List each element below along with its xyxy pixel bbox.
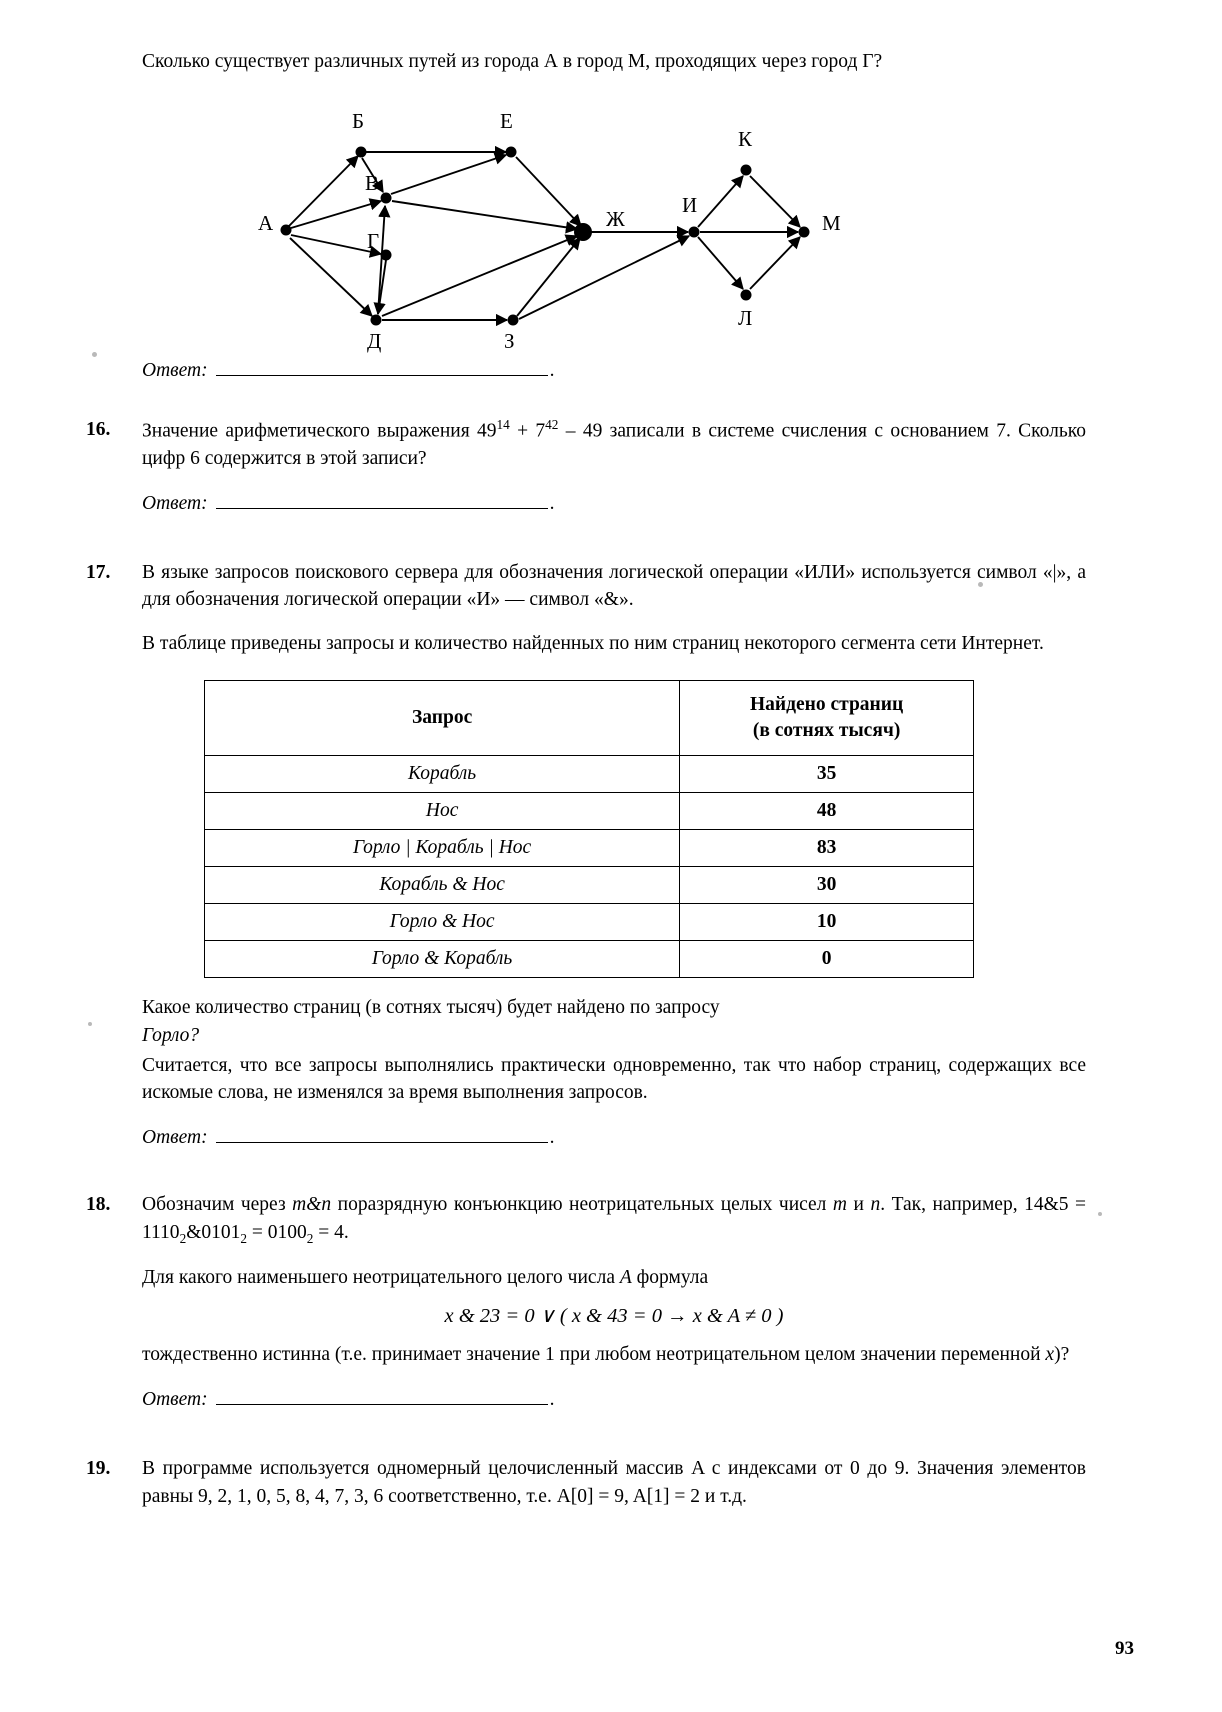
page-number: 93	[1115, 1638, 1134, 1659]
table-cell-value: 0	[680, 941, 974, 978]
task-18-sub1: 2	[179, 1230, 187, 1246]
table-cell-query: Нос	[205, 793, 680, 830]
task-18-p1g: = 0100	[246, 1221, 307, 1243]
task-18-mn: m&n	[292, 1194, 332, 1215]
graph-nodes	[281, 146, 810, 325]
page-speck	[1098, 1212, 1102, 1216]
table-row	[205, 904, 974, 941]
answer-blank[interactable]	[216, 1389, 548, 1405]
task-18-p3b: )?	[1054, 1344, 1070, 1366]
node-label-L: Л	[738, 305, 753, 330]
question-15-text: Сколько существует различных путей из города А в город М, проходящих через город Г?	[142, 51, 883, 72]
table-header-query: Запрос	[205, 680, 680, 756]
table-cell-query: Корабль	[205, 756, 680, 793]
node-label-K: К	[738, 126, 753, 151]
table-row	[205, 941, 974, 978]
answer-label: Ответ:	[142, 492, 208, 514]
answer-period: .	[549, 492, 555, 514]
task-18-p1c: и	[847, 1194, 871, 1215]
task-17-para3: Какое количество страниц (в сотнях тысяч) будет найдено по запросу	[142, 997, 720, 1019]
task-18-p1h: = 4.	[313, 1221, 349, 1243]
node-label-M: М	[822, 210, 841, 235]
task-18-sub2: 2	[240, 1230, 247, 1246]
task-18-p3a: тождественно истинна (т.е. принимает значение 1 при любом неотрицательном целом значении переменной	[142, 1344, 1046, 1366]
table-row	[205, 830, 974, 867]
task-16-number: 16.	[86, 418, 111, 440]
answer-period: .	[549, 1388, 555, 1410]
table-cell-query: Корабль & Нос	[205, 867, 680, 904]
task-18	[86, 1191, 1086, 1369]
task-18-para3	[142, 1341, 1086, 1369]
table-row	[205, 793, 974, 830]
table-cell-value: 35	[680, 756, 974, 793]
answer-blank[interactable]	[216, 360, 548, 376]
table-header-found	[680, 680, 974, 756]
task-18-number: 18.	[86, 1194, 111, 1215]
task-17-para1: В языке запросов поискового сервера для обозначения логической операции «ИЛИ» используется символ «|», а для обозначения логической операции «И» — символ «&».	[142, 561, 1086, 611]
graph-svg	[86, 80, 1086, 353]
task-18-sub3: 2	[306, 1230, 314, 1246]
task-17-para2: В таблице приведены запросы и количество найденных по ним страниц некоторого сегмента сети Интернет.	[142, 632, 1044, 654]
answer-blank[interactable]	[216, 1127, 548, 1143]
answer-row-q17	[142, 1127, 1086, 1149]
answer-row-q18	[142, 1389, 1086, 1411]
task-16-sup1: 14	[496, 416, 510, 432]
queries-table	[204, 680, 974, 979]
answer-row-q15	[142, 360, 1086, 382]
task-17-after-table	[142, 994, 1086, 1107]
task-16-body	[142, 416, 1086, 473]
node-label-Z: З	[504, 328, 515, 353]
task-18-p1e: Так, например, 14&5 = 1110	[142, 1194, 1086, 1243]
task-18-para2	[142, 1264, 1086, 1292]
task-17-number: 17.	[86, 561, 111, 583]
table-row	[205, 756, 974, 793]
task-18-x: x	[1045, 1344, 1055, 1366]
task-16-part3: – 49 записали в системе счисления с основанием 7. Сколько цифр 6 содержится в этой записи?	[142, 420, 1086, 469]
task-18-p2a: Для какого наименьшего неотрицательного целого числа	[142, 1267, 620, 1289]
task-18-m: m	[832, 1194, 847, 1215]
task-16-part1: Значение арифметического выражения 49	[142, 420, 497, 442]
node-label-B: Б	[352, 108, 365, 133]
task-18-para1	[142, 1191, 1086, 1248]
task-19-number: 19.	[86, 1457, 111, 1479]
task-18-p1f: &0101	[186, 1221, 241, 1243]
node-label-I: И	[682, 192, 698, 217]
task-18-p2b: формула	[631, 1267, 709, 1289]
table-header-found-line2: (в сотнях тысяч)	[752, 719, 901, 741]
table-cell-value: 83	[680, 830, 974, 867]
graph-diagram	[86, 80, 1086, 353]
table-cell-query: Горло & Корабль	[205, 941, 680, 978]
table-cell-query: Горло | Корабль | Нос	[205, 830, 680, 867]
node-label-ZH: Ж	[606, 206, 625, 231]
queries-table-body	[205, 756, 974, 978]
answer-row-q16	[142, 493, 1086, 515]
task-19	[86, 1455, 1086, 1510]
table-cell-value: 48	[680, 793, 974, 830]
queries-table-wrap	[204, 680, 974, 979]
task-19-body: В программе используется одномерный целочисленный массив A с индексами от 0 до 9. Значения элементов равны 9, 2, 1, 0, 5, 8, 4, 7, 3, 6 соответственно, т.е. A[0] = 9, A[1] = 2 и т.д.	[142, 1457, 1086, 1507]
task-18-A: A	[619, 1267, 632, 1289]
task-18-body	[142, 1191, 1086, 1369]
task-18-p1b: поразрядную конъюнкцию неотрицательных целых чисел	[331, 1194, 833, 1215]
page-content	[86, 48, 1086, 1510]
node-label-E: Е	[500, 108, 513, 133]
task-17	[86, 559, 1086, 658]
table-header-found-line1: Найдено страниц	[749, 693, 904, 715]
task-16-part2: + 7	[509, 420, 546, 442]
task-17-para4: Считается, что все запросы выполнялись практически одновременно, так что набор страниц, содержащих все искомые слова, не изменялся за время выполнения запросов.	[142, 1054, 1086, 1104]
task-18-formula: x & 23 = 0 ∨ ( x & 43 = 0 → x & A ≠ 0 )	[444, 1305, 784, 1328]
node-label-A: А	[258, 210, 274, 235]
answer-blank[interactable]	[216, 493, 548, 509]
table-cell-value: 10	[680, 904, 974, 941]
task-17-body	[142, 559, 1086, 658]
task-17-query-name: Горло?	[142, 1024, 200, 1046]
graph-node-labels	[258, 109, 841, 353]
node-label-D: Д	[367, 328, 382, 353]
table-row	[205, 867, 974, 904]
task-18-p1d: .	[880, 1194, 886, 1215]
task-18-p1a: Обозначим через	[142, 1194, 293, 1215]
task-16	[86, 416, 1086, 473]
answer-period: .	[549, 1127, 555, 1148]
table-header-row	[205, 680, 974, 756]
answer-period: .	[549, 359, 555, 381]
answer-label: Ответ:	[142, 1388, 208, 1410]
task-18-n: n	[870, 1194, 881, 1215]
table-cell-query: Горло & Нос	[205, 904, 680, 941]
queries-table-head	[205, 680, 974, 756]
task-16-sup2: 42	[545, 416, 559, 432]
table-cell-value: 30	[680, 867, 974, 904]
node-label-G: Г	[367, 228, 380, 253]
node-label-V: В	[365, 170, 380, 195]
answer-label: Ответ:	[142, 359, 208, 381]
answer-label: Ответ:	[142, 1127, 208, 1148]
